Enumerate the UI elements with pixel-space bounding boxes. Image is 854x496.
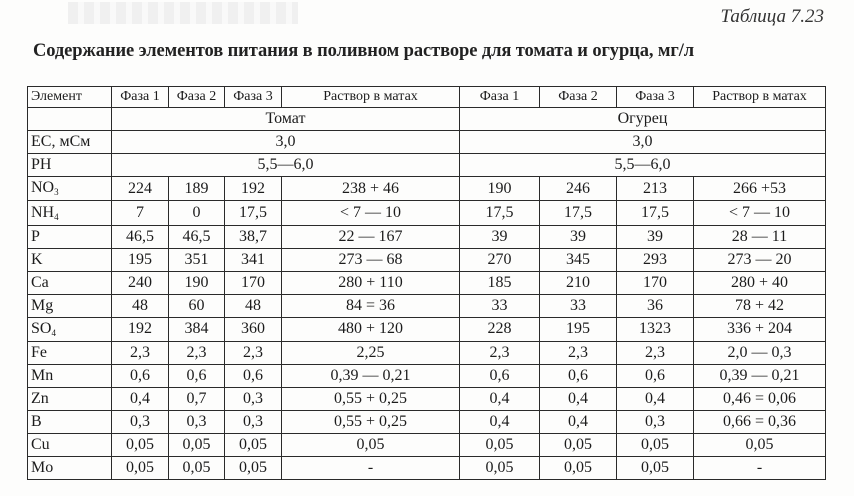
cucumber-phase-1-cell: 0,4 <box>460 387 540 410</box>
tomato-phase-2-cell: 0,7 <box>169 387 225 410</box>
cucumber-phase-1-cell: 185 <box>460 271 540 294</box>
element-symbol: NO <box>31 179 55 197</box>
tomato-phase-1-cell: 240 <box>112 271 169 294</box>
header-cucumber-mat-solution: Раствор в матах <box>694 87 826 108</box>
header-tomato-mat-solution: Раствор в матах <box>282 87 460 108</box>
tomato-mat-solution-cell: 238 + 46 <box>282 177 460 201</box>
element-row <box>28 341 826 364</box>
tomato-phase-2-cell: 189 <box>169 177 225 201</box>
cucumber-phase-3-cell: 1323 <box>617 317 694 341</box>
cucumber-phase-1-cell: 270 <box>460 248 540 271</box>
tomato-phase-3-cell: 48 <box>225 294 282 317</box>
tomato-phase-3-cell: 2,3 <box>225 341 282 364</box>
cucumber-phase-2-cell: 0,05 <box>540 456 617 479</box>
element-symbol: Mn <box>31 366 54 384</box>
cucumber-phase-3-cell: 0,6 <box>617 364 694 387</box>
group-label-spacer <box>28 108 112 131</box>
cucumber-phase-1-cell: 190 <box>460 177 540 201</box>
tomato-mat-solution-cell: 273 — 68 <box>282 248 460 271</box>
tomato-phase-1-cell: 48 <box>112 294 169 317</box>
tomato-mat-solution-cell: 0,55 + 0,25 <box>282 387 460 410</box>
cucumber-phase-2-cell: 2,3 <box>540 341 617 364</box>
element-label <box>28 456 112 479</box>
tomato-mat-solution-cell: 0,05 <box>282 433 460 456</box>
element-subscript: 4 <box>51 327 56 338</box>
tomato-phase-1-cell: 0,6 <box>112 364 169 387</box>
cucumber-phase-1-cell: 0,05 <box>460 456 540 479</box>
cucumber-phase-3-cell: 0,3 <box>617 410 694 433</box>
tomato-phase-3-cell: 341 <box>225 248 282 271</box>
element-symbol: Ca <box>31 273 49 291</box>
scan-artifact <box>68 2 298 24</box>
cucumber-phase-2-cell: 0,4 <box>540 387 617 410</box>
cucumber-phase-1-cell: 39 <box>460 225 540 248</box>
tomato-phase-2-cell: 0,6 <box>169 364 225 387</box>
cucumber-phase-3-cell: 293 <box>617 248 694 271</box>
cucumber-phase-3-cell: 39 <box>617 225 694 248</box>
element-symbol: B <box>31 412 42 430</box>
group-cucumber: Огурец <box>460 108 826 131</box>
element-label <box>28 225 112 248</box>
element-label <box>28 387 112 410</box>
tomato-phase-3-cell: 0,05 <box>225 456 282 479</box>
tomato-phase-2-cell: 0 <box>169 201 225 225</box>
element-symbol: Zn <box>31 389 49 407</box>
cucumber-mat-solution-cell: 273 — 20 <box>694 248 826 271</box>
tomato-mat-solution-cell: 0,55 + 0,25 <box>282 410 460 433</box>
cucumber-mat-solution-cell: 0,05 <box>694 433 826 456</box>
element-subscript: 3 <box>54 187 59 198</box>
cucumber-value: 3,0 <box>460 131 826 154</box>
cucumber-phase-3-cell: 0,05 <box>617 456 694 479</box>
cucumber-phase-2-cell: 246 <box>540 177 617 201</box>
cucumber-phase-1-cell: 17,5 <box>460 201 540 225</box>
tomato-phase-3-cell: 192 <box>225 177 282 201</box>
header-tomato-phase-2: Фаза 2 <box>169 87 225 108</box>
element-label <box>28 317 112 341</box>
header-tomato-phase-1: Фаза 1 <box>112 87 169 108</box>
element-row <box>28 387 826 410</box>
cucumber-mat-solution-cell: < 7 — 10 <box>694 201 826 225</box>
cucumber-phase-1-cell: 228 <box>460 317 540 341</box>
cucumber-phase-3-cell: 213 <box>617 177 694 201</box>
tomato-mat-solution-cell: 22 — 167 <box>282 225 460 248</box>
tomato-phase-2-cell: 0,3 <box>169 410 225 433</box>
cucumber-phase-2-cell: 210 <box>540 271 617 294</box>
tomato-phase-3-cell: 360 <box>225 317 282 341</box>
header-row <box>28 87 826 108</box>
cucumber-phase-3-cell: 17,5 <box>617 201 694 225</box>
cucumber-phase-1-cell: 0,6 <box>460 364 540 387</box>
header-cucumber-phase-2: Фаза 2 <box>540 87 617 108</box>
row-label: ЕС, мСм <box>28 131 112 154</box>
element-symbol: NH <box>31 203 55 221</box>
tomato-phase-1-cell: 0,4 <box>112 387 169 410</box>
cucumber-mat-solution-cell: - <box>694 456 826 479</box>
row-label: PH <box>28 154 112 177</box>
tomato-phase-1-cell: 0,05 <box>112 456 169 479</box>
tomato-mat-solution-cell: < 7 — 10 <box>282 201 460 225</box>
element-label <box>28 201 112 225</box>
element-row <box>28 456 826 479</box>
table-number: Таблица 7.23 <box>720 6 824 27</box>
cucumber-phase-2-cell: 39 <box>540 225 617 248</box>
shared-row <box>28 154 826 177</box>
tomato-phase-1-cell: 0,3 <box>112 410 169 433</box>
cucumber-mat-solution-cell: 2,0 — 0,3 <box>694 341 826 364</box>
cucumber-phase-1-cell: 2,3 <box>460 341 540 364</box>
header-tomato-phase-3: Фаза 3 <box>225 87 282 108</box>
shared-row <box>28 131 826 154</box>
element-row <box>28 317 826 341</box>
element-symbol: K <box>31 250 43 268</box>
cucumber-mat-solution-cell: 0,66 = 0,36 <box>694 410 826 433</box>
element-label <box>28 410 112 433</box>
cucumber-mat-solution-cell: 28 — 11 <box>694 225 826 248</box>
tomato-phase-3-cell: 0,3 <box>225 387 282 410</box>
element-label <box>28 248 112 271</box>
element-row <box>28 225 826 248</box>
tomato-mat-solution-cell: 280 + 110 <box>282 271 460 294</box>
element-label <box>28 271 112 294</box>
element-label <box>28 364 112 387</box>
element-row <box>28 201 826 225</box>
tomato-phase-3-cell: 38,7 <box>225 225 282 248</box>
element-label <box>28 433 112 456</box>
element-row <box>28 433 826 456</box>
cucumber-phase-2-cell: 0,4 <box>540 410 617 433</box>
cucumber-phase-3-cell: 170 <box>617 271 694 294</box>
tomato-mat-solution-cell: - <box>282 456 460 479</box>
tomato-phase-1-cell: 0,05 <box>112 433 169 456</box>
tomato-phase-2-cell: 351 <box>169 248 225 271</box>
element-symbol: SO <box>31 319 52 337</box>
cucumber-phase-3-cell: 0,05 <box>617 433 694 456</box>
tomato-mat-solution-cell: 0,39 — 0,21 <box>282 364 460 387</box>
tomato-phase-2-cell: 0,05 <box>169 433 225 456</box>
nutrient-table <box>27 86 826 480</box>
tomato-mat-solution-cell: 480 + 120 <box>282 317 460 341</box>
tomato-phase-3-cell: 17,5 <box>225 201 282 225</box>
crop-group-row <box>28 108 826 131</box>
tomato-phase-1-cell: 2,3 <box>112 341 169 364</box>
table-caption: Содержание элементов питания в поливном растворе для томата и огурца, мг/л <box>33 41 695 61</box>
cucumber-phase-2-cell: 33 <box>540 294 617 317</box>
element-row <box>28 410 826 433</box>
cucumber-mat-solution-cell: 78 + 42 <box>694 294 826 317</box>
tomato-phase-2-cell: 2,3 <box>169 341 225 364</box>
cucumber-phase-3-cell: 2,3 <box>617 341 694 364</box>
tomato-phase-2-cell: 190 <box>169 271 225 294</box>
cucumber-mat-solution-cell: 266 +53 <box>694 177 826 201</box>
tomato-mat-solution-cell: 2,25 <box>282 341 460 364</box>
tomato-phase-2-cell: 384 <box>169 317 225 341</box>
element-symbol: Mo <box>31 458 54 476</box>
tomato-phase-1-cell: 46,5 <box>112 225 169 248</box>
cucumber-phase-2-cell: 195 <box>540 317 617 341</box>
element-row <box>28 177 826 201</box>
cucumber-phase-3-cell: 0,4 <box>617 387 694 410</box>
element-label <box>28 341 112 364</box>
cucumber-phase-1-cell: 0,4 <box>460 410 540 433</box>
cucumber-phase-1-cell: 33 <box>460 294 540 317</box>
cucumber-phase-2-cell: 0,05 <box>540 433 617 456</box>
tomato-phase-1-cell: 7 <box>112 201 169 225</box>
element-symbol: Cu <box>31 435 50 453</box>
cucumber-mat-solution-cell: 280 + 40 <box>694 271 826 294</box>
element-subscript: 4 <box>54 211 59 222</box>
header-cucumber-phase-3: Фаза 3 <box>617 87 694 108</box>
tomato-phase-2-cell: 46,5 <box>169 225 225 248</box>
tomato-value: 3,0 <box>112 131 460 154</box>
tomato-phase-2-cell: 60 <box>169 294 225 317</box>
element-row <box>28 248 826 271</box>
group-tomato: Томат <box>112 108 460 131</box>
header-element: Элемент <box>28 87 112 108</box>
element-row <box>28 294 826 317</box>
element-symbol: P <box>31 227 40 245</box>
element-symbol: Fe <box>31 343 47 361</box>
tomato-mat-solution-cell: 84 = 36 <box>282 294 460 317</box>
tomato-phase-1-cell: 192 <box>112 317 169 341</box>
element-label <box>28 177 112 201</box>
cucumber-value: 5,5—6,0 <box>460 154 826 177</box>
cucumber-phase-2-cell: 0,6 <box>540 364 617 387</box>
cucumber-phase-2-cell: 17,5 <box>540 201 617 225</box>
cucumber-mat-solution-cell: 0,39 — 0,21 <box>694 364 826 387</box>
cucumber-phase-2-cell: 345 <box>540 248 617 271</box>
cucumber-phase-3-cell: 36 <box>617 294 694 317</box>
element-row <box>28 364 826 387</box>
tomato-phase-1-cell: 224 <box>112 177 169 201</box>
tomato-phase-3-cell: 0,3 <box>225 410 282 433</box>
header-cucumber-phase-1: Фаза 1 <box>460 87 540 108</box>
cucumber-mat-solution-cell: 336 + 204 <box>694 317 826 341</box>
tomato-phase-1-cell: 195 <box>112 248 169 271</box>
tomato-phase-2-cell: 0,05 <box>169 456 225 479</box>
tomato-phase-3-cell: 0,05 <box>225 433 282 456</box>
element-label <box>28 294 112 317</box>
element-symbol: Mg <box>31 296 54 314</box>
tomato-phase-3-cell: 170 <box>225 271 282 294</box>
tomato-value: 5,5—6,0 <box>112 154 460 177</box>
element-row <box>28 271 826 294</box>
tomato-phase-3-cell: 0,6 <box>225 364 282 387</box>
cucumber-phase-1-cell: 0,05 <box>460 433 540 456</box>
cucumber-mat-solution-cell: 0,46 = 0,06 <box>694 387 826 410</box>
